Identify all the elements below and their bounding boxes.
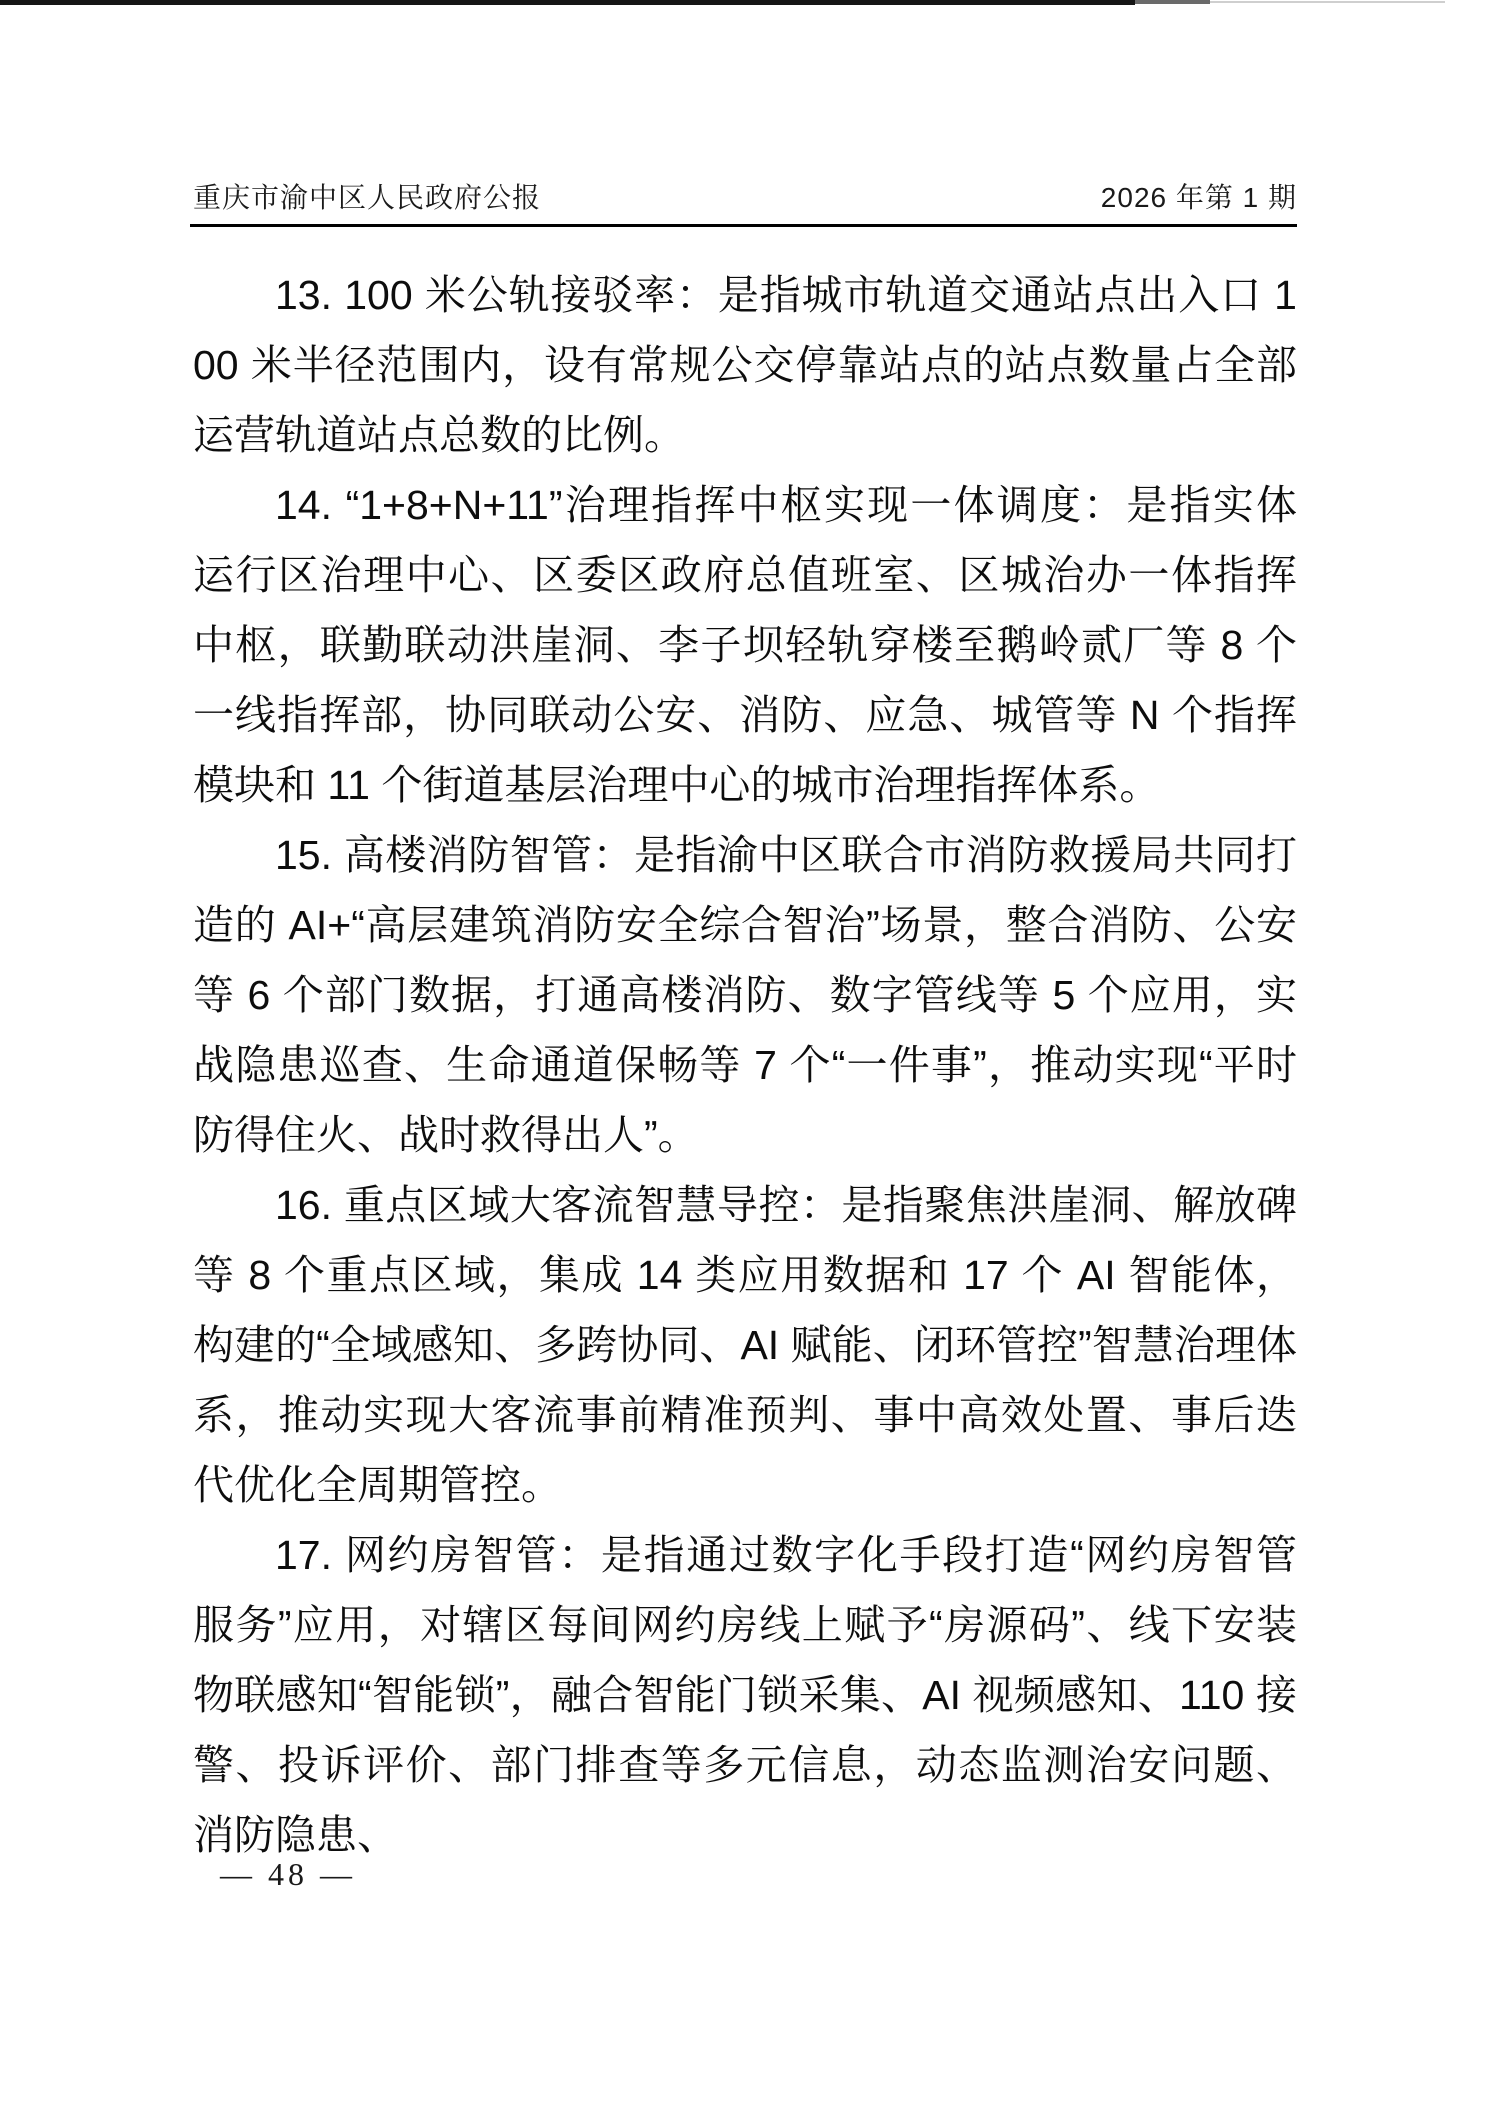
- paragraph-item-17: 17. 网约房智管：是指通过数字化手段打造“网约房智管服务”应用，对辖区每间网约房线上赋予“房源码”、线下安装物联感知“智能锁”，融合智能门锁采集、AI 视频感知、110 接警、投诉评价、部门排查等多元信息，动态监测治安问题、消防隐患、: [193, 1532, 1297, 1858]
- paragraph-item-15: 15. 高楼消防智管：是指渝中区联合市消防救援局共同打造的 AI+“高层建筑消防安全综合智治”场景，整合消防、公安等 6 个部门数据，打通高楼消防、数字管线等 5 个应用，实战隐患巡查、生命通道保畅等 7 个“一件事”，推动实现“平时防得住火、战时救得出人”。: [193, 832, 1297, 1158]
- scan-artifact-bar: [1135, 0, 1210, 4]
- scan-artifact-bar: [0, 0, 1135, 5]
- document-body: [193, 260, 1297, 1870]
- gazette-title: 重庆市渝中区人民政府公报: [193, 182, 542, 213]
- page-number: — 48 —: [220, 1856, 356, 1892]
- header-divider: [190, 224, 1297, 227]
- paragraph-item-13: 13. 100 米公轨接驳率：是指城市轨道交通站点出入口 100 米半径范围内，设有常规公交停靠站点的站点数量占全部运营轨道站点总数的比例。: [193, 272, 1297, 458]
- page-header: [193, 182, 1297, 214]
- scan-artifact-bar: [1210, 1, 1445, 3]
- paragraph-item-16: 16. 重点区域大客流智慧导控：是指聚焦洪崖洞、解放碑等 8 个重点区域，集成 14 类应用数据和 17 个 AI 智能体，构建的“全域感知、多跨协同、AI 赋能、闭环管控”智慧治理体系，推动实现大客流事前精准预判、事中高效处置、事后迭代优化全周期管控。: [193, 1182, 1297, 1508]
- paragraph-item-14: 14. “1+8+N+11”治理指挥中枢实现一体调度：是指实体运行区治理中心、区委区政府总值班室、区城治办一体指挥中枢，联勤联动洪崖洞、李子坝轻轨穿楼至鹅岭贰厂等 8 个一线指挥部，协同联动公安、消防、应急、城管等 N 个指挥模块和 11 个街道基层治理中心的城市治理指挥体系。: [193, 482, 1297, 808]
- issue-label: 2026 年第 1 期: [1100, 182, 1297, 213]
